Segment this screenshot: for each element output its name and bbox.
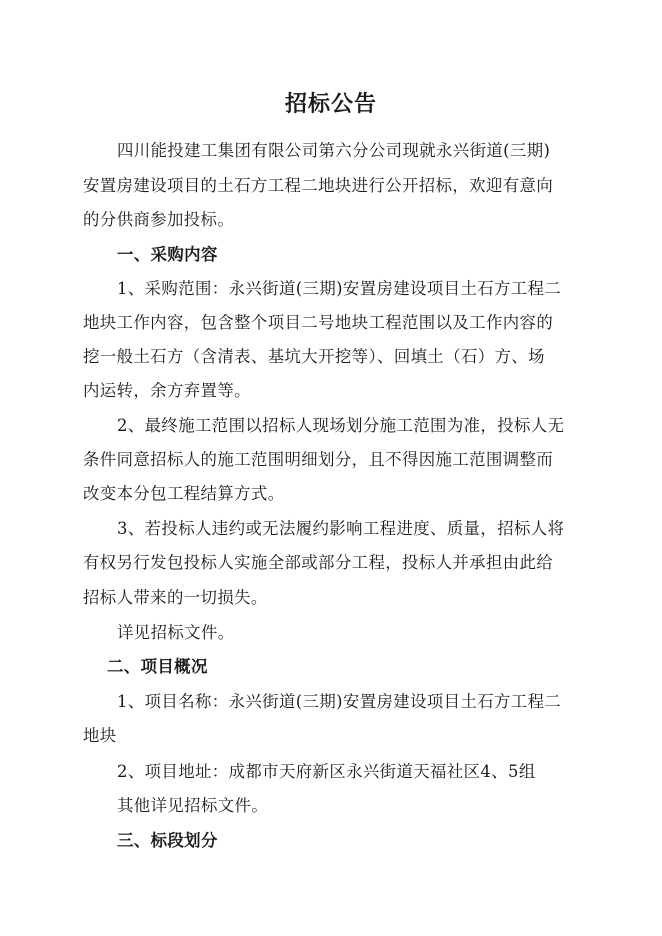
section-1-item-1-line-1: 1、采购范围：永兴街道(三期)安置房建设项目土石方工程二 [117, 279, 562, 298]
section-2-item-1-line-1: 1、项目名称：永兴街道(三期)安置房建设项目土石方工程二 [117, 692, 562, 711]
section-1-item-2-line-1: 2、最终施工范围以招标人现场划分施工范围为准，投标人无 [117, 416, 565, 435]
section-1-item-1-line-2: 地块工作内容，包含整个项目二号地块工程范围以及工作内容的 [83, 313, 554, 332]
section-1-item-3-line-3: 招标人带来的一切损失。 [83, 588, 268, 607]
document-title: 招标公告 [284, 92, 377, 117]
section-1-item-1-line-4: 内运转，余方弃置等。 [83, 381, 251, 400]
section-1-item-1-line-3: 挖一般土石方（含清表、基坑大开挖等）、回填土（石）方、场 [83, 347, 545, 366]
section-3-heading: 三、标段划分 [117, 831, 218, 850]
section-2-heading: 二、项目概况 [107, 657, 208, 676]
section-1-item-2-line-2: 条件同意招标人的施工范围明细划分，且不得因施工范围调整而 [83, 450, 554, 469]
section-2-item-2: 2、项目地址：成都市天府新区永兴街道天福社区4、5组 [117, 762, 536, 781]
intro-line-1: 四川能投建工集团有限公司第六分公司现就永兴街道(三期) [117, 141, 551, 160]
section-2-note: 其他详见招标文件。 [117, 796, 269, 815]
section-1-item-3-line-2: 有权另行发包投标人实施全部或部分工程，投标人并承担由此给 [83, 553, 554, 572]
section-1-note: 详见招标文件。 [117, 623, 235, 642]
intro-line-3: 的分供商参加投标。 [83, 210, 235, 229]
section-1-item-2-line-3: 改变本分包工程结算方式。 [83, 484, 285, 503]
section-1-item-3-line-1: 3、若投标人违约或无法履约影响工程进度、质量，招标人将 [117, 519, 565, 538]
section-2-item-1-line-2: 地块 [83, 726, 117, 745]
intro-line-2: 安置房建设项目的土石方工程二地块进行公开招标，欢迎有意向 [83, 176, 554, 195]
section-1-heading: 一、采购内容 [117, 245, 218, 264]
